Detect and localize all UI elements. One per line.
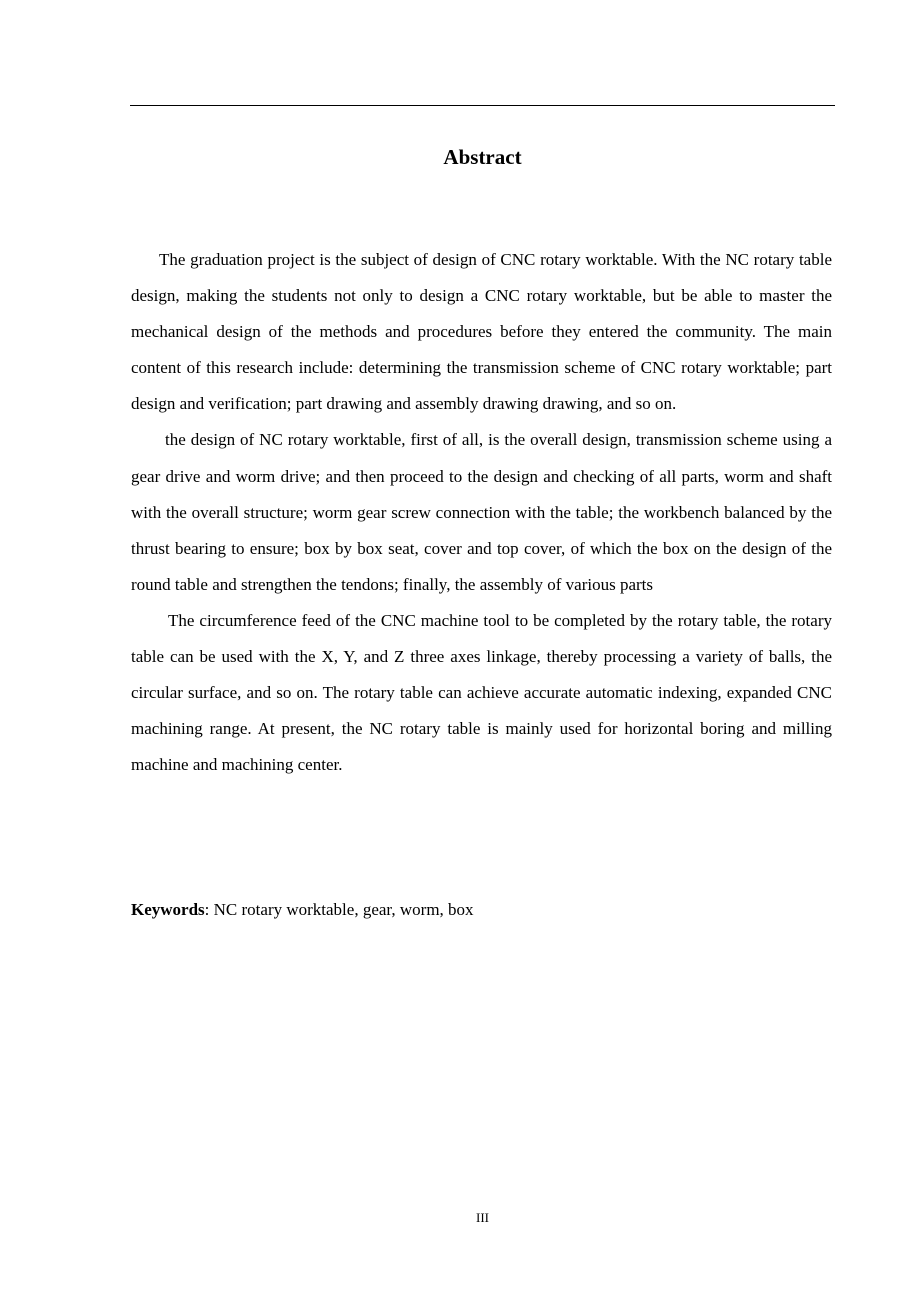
page-number: III — [476, 1210, 489, 1225]
keywords-line — [131, 897, 474, 923]
abstract-paragraph: the design of NC rotary worktable, first of all, is the overall design, transmission scheme using a gear drive and worm drive; and then proceed to the design and checking of all parts, worm and shaft with the overall structure; worm gear screw connection with the table; the workbench balanced by the thrust bearing to ensure; box by box seat, cover and top cover, of which the box on the design of the round table and strengthen the tendons; finally, the assembly of various parts — [131, 430, 832, 594]
page-title: Abstract — [443, 145, 522, 169]
keywords-text: : NC rotary worktable, gear, worm, box — [204, 900, 474, 919]
abstract-body — [131, 242, 832, 783]
abstract-paragraph: The circumference feed of the CNC machine tool to be completed by the rotary table, the rotary table can be used with the X, Y, and Z three axes linkage, thereby processing a variety of balls, the circular surface, and so on. The rotary table can achieve accurate automatic indexing, expanded CNC machining range. At present, the NC rotary table is mainly used for horizontal boring and milling machine and machining center. — [131, 610, 832, 775]
abstract-paragraph: The graduation project is the subject of design of CNC rotary worktable. With the NC rotary table design, making the students not only to design a CNC rotary worktable, but be able to master the mechanical design of the methods and procedures before they entered the community. The main content of this research include: determining the transmission scheme of CNC rotary worktable; part design and verification; part drawing and assembly drawing drawing, and so on. — [131, 250, 832, 414]
header-rule — [130, 105, 835, 106]
keywords-label: Keywords — [131, 900, 205, 919]
